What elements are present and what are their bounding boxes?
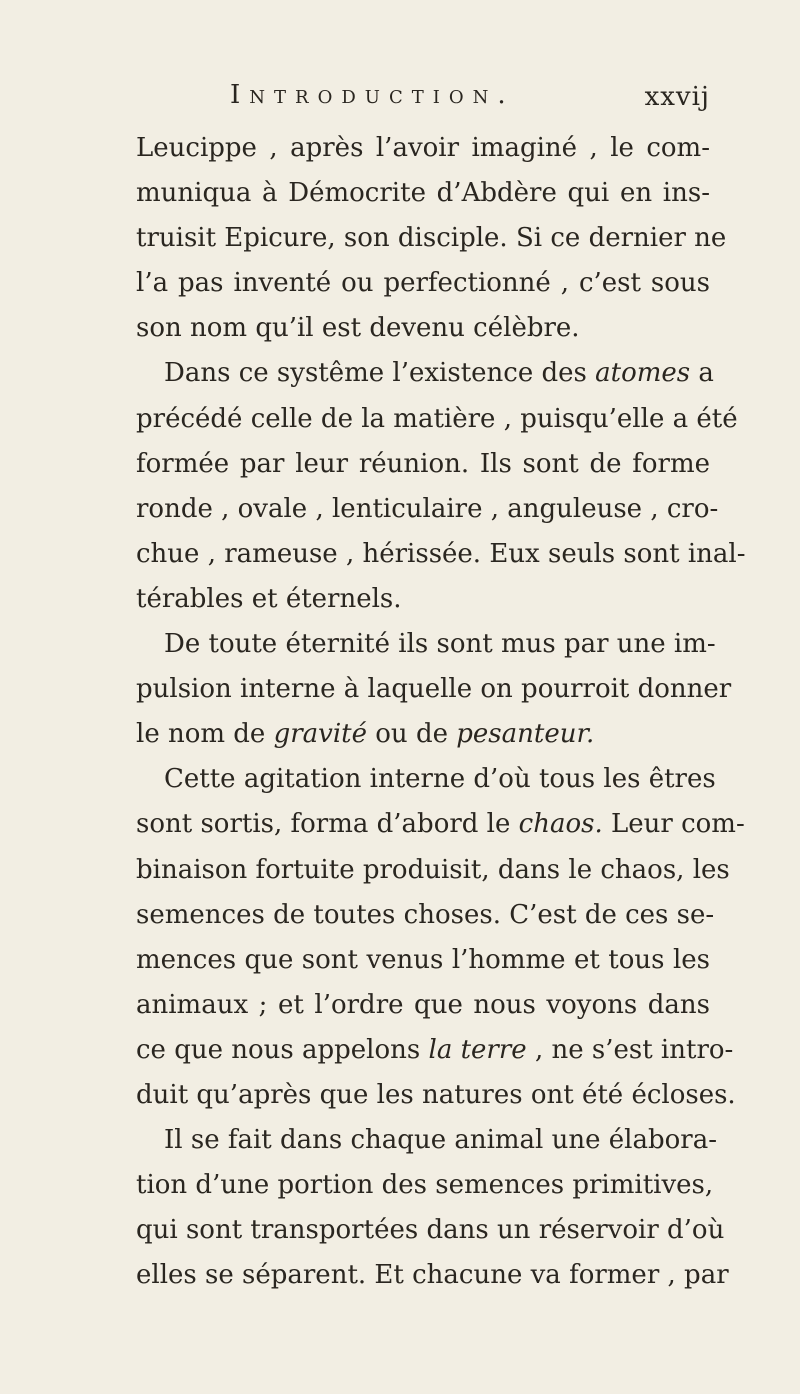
text-line: Dans ce systême l’existence des atomes a: [164, 358, 714, 389]
text-line: binaison fortuite produisit, dans le chaos, les: [136, 854, 730, 885]
text-line: précédé celle de la matière , puisqu’elle a été: [136, 403, 738, 434]
italic-term: gravité: [273, 719, 368, 750]
italic-term: la terre: [428, 1034, 527, 1065]
text-line: sont sortis, forma d’abord le chaos. Leur com-: [136, 809, 745, 840]
text-line: muniqua à Démocrite d’Abdère qui en ins-: [136, 178, 710, 209]
text-line: chue , rameuse , hérissée. Eux seuls sont inal-: [136, 538, 746, 569]
text-line: Leucippe , après l’avoir imaginé , le com-: [136, 133, 710, 163]
text-line: ronde , ovale , lenticulaire , anguleuse , cro-: [136, 493, 719, 524]
text-line: Il se fait dans chaque animal une élabora-: [164, 1125, 717, 1156]
text-line: Cette agitation interne d’où tous les êtres: [164, 764, 716, 795]
text-line: animaux ; et l’ordre que nous voyons dans: [136, 989, 710, 1020]
italic-term: atomes: [595, 358, 691, 389]
text-line: qui sont transportées dans un réservoir d’où: [136, 1215, 725, 1246]
text-line: ce que nous appelons la terre , ne s’est intro-: [136, 1034, 734, 1065]
running-title: Introduction.: [230, 80, 515, 110]
text-line: mences que sont venus l’homme et tous les: [136, 944, 710, 975]
text-line: elles se séparent. Et chacune va former , par: [136, 1260, 729, 1291]
body-text: [136, 126, 746, 1298]
text-line: duit qu’après que les natures ont été écloses.: [136, 1079, 736, 1110]
text-line: pulsion interne à laquelle on pourroit donner: [136, 674, 732, 705]
text-line: semences de toutes choses. C’est de ces se-: [136, 899, 715, 930]
italic-term: chaos.: [518, 809, 603, 840]
text-line: le nom de gravité ou de pesanteur.: [136, 719, 595, 750]
text-line: De toute éternité ils sont mus par une im-: [164, 629, 716, 660]
text-line: formée par leur réunion. Ils sont de forme: [136, 448, 710, 479]
italic-term: pesanteur.: [456, 719, 595, 750]
text-line: l’a pas inventé ou perfectionné , c’est sous: [136, 268, 710, 299]
page-header: [230, 80, 710, 120]
text-line: truisit Epicure, son disciple. Si ce dernier ne: [136, 223, 727, 254]
text-line: tion d’une portion des semences primitives,: [136, 1170, 714, 1201]
text-line: térables et éternels.: [136, 583, 402, 614]
text-line: son nom qu’il est devenu célèbre.: [136, 313, 580, 344]
page-number: xxvij: [644, 82, 710, 112]
